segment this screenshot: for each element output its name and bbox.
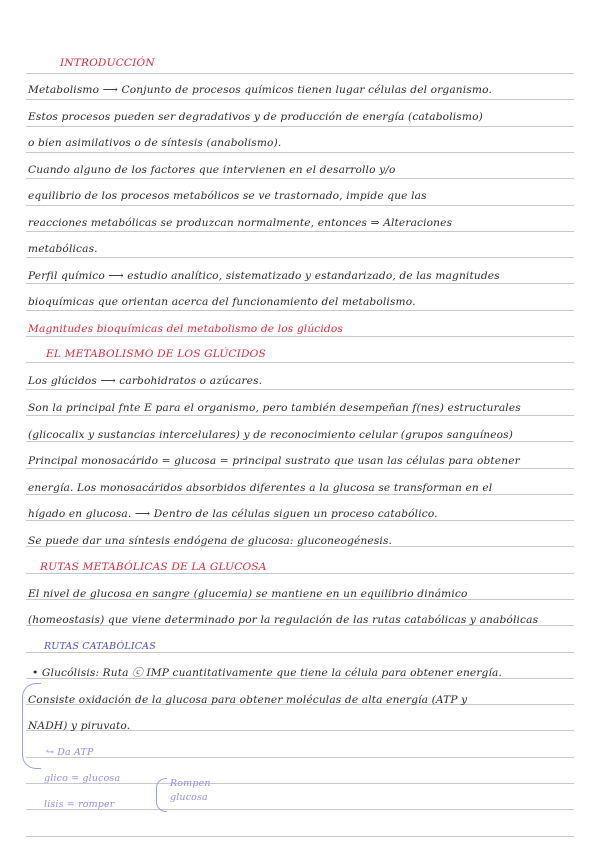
text-line-28: lisis = romper xyxy=(44,799,115,810)
text-line-26: ↪ Da ATP xyxy=(46,747,94,758)
text-line-19: RUTAS METABÓLICAS DE LA GLUCOSA xyxy=(40,561,267,573)
text-line-13: Son la principal fnte E para el organismo, pero también desempeñan f(nes) estructurales xyxy=(28,402,521,414)
text-line-10: Magnitudes bioquímicas del metabolismo de los glúcidos xyxy=(28,323,343,335)
rule-line xyxy=(26,468,574,469)
text-line-12: Los glúcidos ⟶ carbohidratos o azúcares. xyxy=(28,375,263,387)
text-line-7: metabólicas. xyxy=(28,243,98,255)
text-line-6: reacciones metabólicas se produzcan normalmente, entonces ⇒ Alteraciones xyxy=(28,217,453,229)
rule-line xyxy=(26,283,574,284)
rule-line xyxy=(26,389,574,390)
side-note-line-2: glucosa xyxy=(170,792,208,803)
text-line-0: INTRODUCCIÓN xyxy=(60,57,155,69)
text-line-17: hígado en glucosa. ⟶ Dentro de las células siguen un proceso catabólico. xyxy=(28,508,438,520)
text-line-18: Se puede dar una síntesis endógena de glucosa: gluconeogénesis. xyxy=(28,535,393,547)
rule-line xyxy=(26,73,574,74)
rule-line xyxy=(26,126,574,127)
text-line-3: o bien asimilativos o de síntesis (anabolismo). xyxy=(28,137,282,149)
bracket-arrow-icon xyxy=(22,683,41,769)
text-line-11: EL METABOLISMO DE LOS GLÚCIDOS xyxy=(46,348,266,360)
rule-line xyxy=(26,231,574,232)
text-line-21: (homeostasis) que viene determinado por la regulación de las rutas catabólicas y anabólicas xyxy=(28,614,539,626)
text-line-23: • Glucólisis: Ruta ⓒ IMP cuantitativamente que tiene la célula para obtener energía. xyxy=(32,667,502,679)
text-line-14: (glicocalix y sustancias intercelulares) y de reconocimiento celular (grupos sanguíneos) xyxy=(28,429,514,441)
text-line-22: RUTAS CATABÓLICAS xyxy=(44,641,156,652)
text-line-4: Cuando alguno de los factores que intervienen en el desarrollo y/o xyxy=(28,164,396,176)
rule-line xyxy=(26,205,574,206)
side-note-line-1: Rompen xyxy=(170,778,211,789)
text-line-5: equilibrio de los procesos metabólicos se ve trastornado, impide que las xyxy=(28,190,427,202)
rule-line xyxy=(26,257,574,258)
text-line-2: Estos procesos pueden ser degradativos y de producción de energía (catabolismo) xyxy=(28,111,483,123)
text-line-24: Consiste oxidación de la glucosa para obtener moléculas de alta energía (ATP y xyxy=(28,694,468,706)
text-line-25: NADH) y piruvato. xyxy=(28,720,131,732)
text-line-16: energía. Los monosacáridos absorbidos diferentes a la glucosa se transforman en el xyxy=(28,482,493,494)
text-line-9: bioquímicas que orientan acerca del funcionamiento del metabolismo. xyxy=(28,296,416,308)
rule-line xyxy=(26,152,574,153)
text-line-15: Principal monosacárido = glucosa = principal sustrato que usan las células para obtener xyxy=(28,455,520,467)
brace-icon xyxy=(156,778,167,812)
rule-line xyxy=(26,415,574,416)
rule-line xyxy=(26,336,574,337)
rule-line xyxy=(26,362,574,363)
rule-line xyxy=(26,178,574,179)
text-line-27: glico = glucosa xyxy=(44,773,121,784)
rule-line xyxy=(26,310,574,311)
rule-line xyxy=(26,99,574,100)
text-line-8: Perfil químico ⟶ estudio analítico, sistematizado y estandarizado, de las magnitudes xyxy=(28,270,500,282)
text-line-20: El nivel de glucosa en sangre (glucemia) se mantiene en un equilibrio dinámico xyxy=(28,588,468,600)
rule-line xyxy=(26,836,574,837)
text-line-1: Metabolismo ⟶ Conjunto de procesos químicos tienen lugar células del organismo. xyxy=(28,84,492,96)
